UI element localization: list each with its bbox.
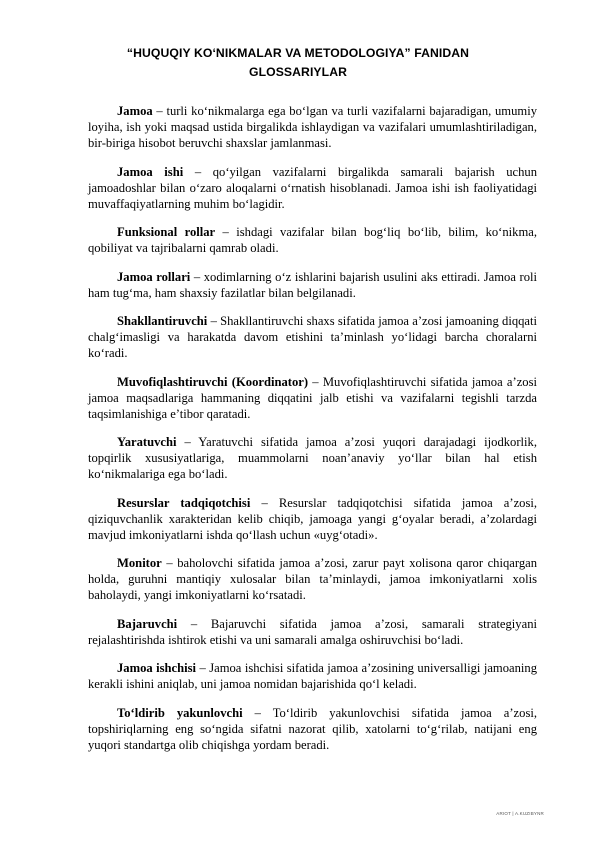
glossary-entry xyxy=(88,555,537,603)
glossary-term: Shakllantiruvchi xyxy=(117,314,208,328)
glossary-term: Jamoa rollari xyxy=(117,269,191,284)
glossary-entry xyxy=(88,616,537,648)
glossary-term: Jamoa ishchisi xyxy=(117,661,197,675)
glossary-term: Muvofiqlashtiruvchi (Koordinator) xyxy=(117,374,309,389)
glossary-term: To‘ldirib yakunlovchi xyxy=(117,705,243,720)
glossary-term: Jamoa ishi xyxy=(117,164,184,179)
glossary-entry xyxy=(88,269,537,301)
glossary-entry xyxy=(88,374,537,422)
glossary-term: Monitor xyxy=(117,556,162,570)
glossary-entry xyxy=(88,705,537,753)
glossary-definition: – qo‘yilgan vazifalarni birgalikda samarali bajarish uchun jamoadoshlar bilan o‘zaro aloqalarni o‘rnatish hisoblanadi. Jamoa ishi ish faoliyatidagi muvaffaqiyatlarning muhim bo‘lagidir. xyxy=(88,164,537,211)
glossary-term: Yaratuvchi xyxy=(117,435,177,449)
glossary-definition: – ishdagi vazifalar bilan bog‘liq bo‘lib, bilim, ko‘nikma, qobiliyat va tajribalarni qamrab oladi. xyxy=(88,225,537,255)
glossary-entry xyxy=(88,434,537,482)
glossary-term: Resurslar tadqiqotchisi xyxy=(117,495,251,510)
glossary-term: Jamoa xyxy=(117,104,153,118)
glossary-entry xyxy=(88,660,537,692)
glossary-entry xyxy=(88,224,537,256)
title-line-1: “HUQUQIY KO‘NIKMALAR VA METODOLOGIYA” FANIDAN xyxy=(126,46,470,60)
title-line-2: GLOSSARIYLAR xyxy=(248,65,348,79)
glossary-definition: – Bajaruvchi sifatida jamoa a’zosi, samarali strategiyani rejalashtirishda ishtirok etishi va uni samarali amalga oshiruvchisi bo‘ladi. xyxy=(88,616,537,647)
glossary-definition: – baholovchi sifatida jamoa a’zosi, zarur payt xolisona qaror chiqargan holda, guruhni mantiqiy xulosalar bilan ta’minlaydi, jamoa imkoniyatlarni xolis baholaydi, yangi imkoniyatlarni ko‘rsatadi. xyxy=(88,556,537,602)
glossary-entry xyxy=(88,313,537,361)
page-title xyxy=(60,44,536,82)
glossary-definition: – xodimlarning o‘z ishlarini bajarish usulini aks ettiradi. Jamoa roli ham tug‘ma, ham shaxsiy fazilatlar bilan belgilanadi. xyxy=(88,269,537,300)
glossary-entry xyxy=(88,103,537,151)
glossary-definition: – To‘ldirib yakunlovchisi sifatida jamoa a’zosi, topshiriqlarning eng so‘ngida sifatni nazorat qilib, xatolarni to‘g‘rilab, natijani eng yuqori standartga olib chiqishga yordam beradi. xyxy=(88,705,537,752)
glossary-term: Bajaruvchi xyxy=(117,616,178,631)
glossary-entry xyxy=(88,495,537,543)
glossary-definition: – turli ko‘nikmalarga ega bo‘lgan va turli vazifalarni bajaradigan, umumiy loyiha, ish yoki maqsad ustida birgalikda ishlaydigan va vazifalari umumlashtiriladigan, bir-biriga hisobot beruvchi shaxslar jamlanmasi. xyxy=(88,104,537,150)
glossary-list xyxy=(88,103,537,765)
glossary-definition: – Muvofiqlashtiruvchi sifatida jamoa a’zosi jamoa maqsadlariga hammaning diqqatini jalb etishi va vazifalarni tegishli tarzda taqsimlanishiga e’tibor qaratadi. xyxy=(88,374,538,421)
glossary-entry xyxy=(88,164,537,212)
glossary-definition: – Yaratuvchi sifatida jamoa a’zosi yuqori darajadagi ijodkorlik, topqirlik xususiyatlariga, muammolarni noan’anaviy yo‘llar bilan hal etish ko‘nikmalariga ega bo‘ladi. xyxy=(88,435,537,481)
glossary-definition: – Jamoa ishchisi sifatida jamoa a’zosining universalligi jamoaning kerakli ishini aniqlab, uni jamoa nomidan bajarishida qo‘l keladi. xyxy=(88,661,537,691)
glossary-definition: – Shakllantiruvchi shaxs sifatida jamoa a’zosi jamoaning diqqati chalg‘imasligi va harakatda davom etishini ta’minlash yo‘lidagi barcha choralarni ko‘radi. xyxy=(88,314,537,360)
page-footer: ARIOT | A.KUZIBYNR xyxy=(496,811,544,816)
glossary-definition: – Resurslar tadqiqotchisi sifatida jamoa a’zosi, qiziquvchanlik xarakteridan kelib chiqib, jamoaga yangi g‘oyalar beradi, a’zolardagi mavjud imkoniyatlarni ishda qo‘llash uchun «uyg‘otadi». xyxy=(88,495,537,542)
glossary-term: Funksional rollar xyxy=(117,225,216,239)
